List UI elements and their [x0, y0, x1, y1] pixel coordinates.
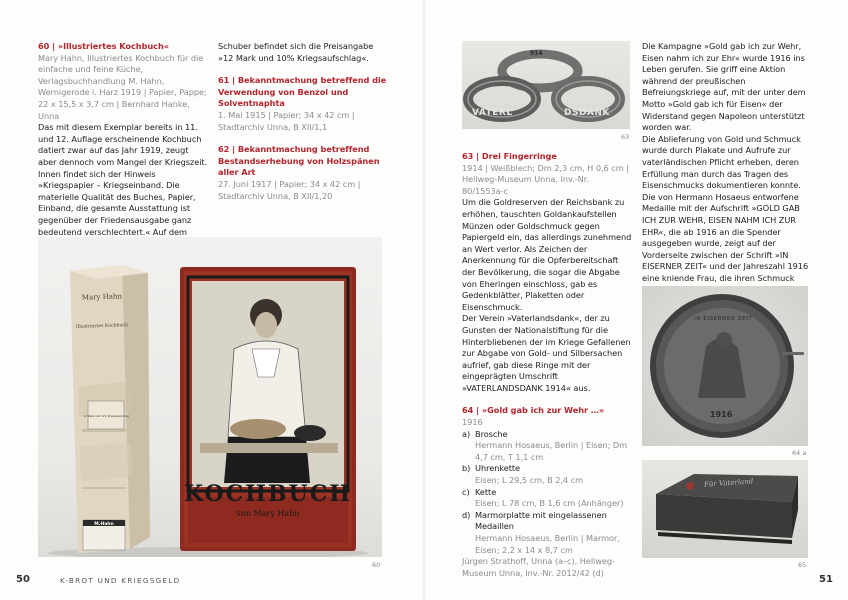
- entry-64-year: 1916: [462, 417, 483, 428]
- item-label: c): [462, 486, 470, 497]
- list-item: [462, 429, 632, 464]
- entry-64-text-1: Die Kampagne »Gold gab ich zur Wehr, Eisen nahm ich zur Ehr« wurde 1916 ins Leben gerufen. Sie griff eine Aktion während der preußischen Befreiungskriege auf, mit der unter dem Motto »Gold gab ich für Eisen« der Widerstand gegen Napoleon unterstützt worden war.: [642, 41, 806, 133]
- right-column-1: [462, 151, 632, 579]
- left-column-1: [38, 41, 208, 238]
- entry-62-heading: 62 | Bekanntmachung betreffend Bestandserhebung von Holzspänen aller Art: [218, 144, 380, 178]
- slipcase-title: Illustriertes Kochbuch: [75, 323, 129, 330]
- entry-61-meta: 1. Mai 1915 | Papier; 34 x 42 cm | Stadtarchiv Unna, B XII/1,1: [218, 109, 355, 132]
- entry-64-text-2: Die Ablieferung von Gold und Schmuck wurde durch Plakate und Aufrufe zur vaterländischen Pflicht erheben, deren Erfüllung man durch das Tragen des Eisenschmucks dokumentieren konnte. Die von Hermann Hosaeus entworfene Medaille mit der Aufschrift »GOLD GAB ICH ZUR WEHR, EISEN NAHM ICH ZUR EHR«, die ab 1916 an die Spender ausgegeben wurde, zeigt auf der Vorderseite zwischen der Schrift »IN EISERNER ZEIT« und der Jahreszahl 1916 eine kniende Frau, die ihren Schmuck: [642, 133, 809, 283]
- slipcase-publisher: M.Hahn: [94, 522, 114, 527]
- entry-60-text-2: Innen findet sich der Hinweis »Kriegspapier – Kriegseinband. Die materielle Qualität des Buches, Papier, Einband, die gesamte Ausstattung ist gegenüber der Friedensausgabe ganz bedeutend verschlechtert.« Auf dem: [38, 168, 196, 237]
- entry-60-meta: Mary Hahn, Illustriertes Kochbuch für die einfache und feine Küche, Verlagsbuchhandlung M. Hahn, Wernigerode i. Harz 1919 | Papier, Pappe; 22 x 15,5 x 3,7 cm | Bernhard Hanke, Unna: [38, 52, 207, 121]
- item-label: b): [462, 463, 471, 474]
- item-name: Kette: [475, 486, 497, 497]
- item-label: a): [462, 428, 471, 439]
- entry-60-heading: 60 | »Illustriertes Kochbuch«: [38, 41, 169, 51]
- entry-60-text-3: Schuber befindet sich die Preisangabe »12 Mark und 10% Kriegsaufschlag«.: [218, 41, 374, 63]
- entry-63-heading: 63 | Drei Fingerringe: [462, 151, 557, 161]
- entry-63-text-2: Der Verein »Vaterlandsdank«, der zu Gunsten der Nationalstiftung für die Hinterbliebenen der im Kriege Gefallenen zur Abgabe von Gold- und Silbersachen aufrief, gab diese Ringe mit der eingeprägten Umschrift »VATERLANDSDANK 1914« aus.: [462, 313, 631, 393]
- photo-rings: [462, 41, 630, 129]
- ring-right-text: DSDANK: [564, 108, 610, 118]
- entry-61-heading: 61 | Bekanntmachung betreffend die Verwendung von Benzol und Solventnaphta: [218, 75, 387, 109]
- entry-64-credit: Jürgen Strathoff, Unna (a–c), Hellweg-Museum Unna, Inv.-Nr. 2012/42 (d): [462, 556, 615, 578]
- page-gutter: [423, 0, 425, 600]
- caption-63: 63: [621, 133, 630, 141]
- slipcase-price: 12 Mark und 10% Kriegsaufschlag: [83, 415, 129, 418]
- entry-63-meta: 1914 | Weißblech; Dm 2,3 cm, H 0,6 cm | Hellweg-Museum Unna, Inv.-Nr. 80/1553a-c: [462, 162, 629, 196]
- photo-cookbook: [38, 237, 382, 557]
- book-title: Kochbuch: [183, 481, 353, 507]
- running-head: K-BROT UND KRIEGSGELD: [60, 576, 181, 585]
- item-label: d): [462, 509, 471, 520]
- entry-62-meta: 27. Juni 1917 | Papier; 34 x 42 cm | Stadtarchiv Unna, B XII/1,20: [218, 178, 361, 201]
- ring-back-text: 914: [530, 50, 543, 57]
- medal-illustration: [642, 286, 808, 446]
- list-item: [462, 510, 632, 556]
- iron-box-illustration: [642, 460, 808, 558]
- caption-64a: 64 a: [792, 449, 807, 457]
- right-column-2: [642, 41, 814, 296]
- medal-year: 1916: [710, 410, 733, 419]
- entry-60-text-1: Das mit diesem Exemplar bereits in 11. und 12. Auflage erscheinende Kochbuch datiert zwar auf das Jahr 1919, zeugt aber dennoch vom Mangel der Kriegszeit.: [38, 122, 208, 167]
- book-author: von Mary Hahn: [236, 509, 300, 518]
- slipcase: [70, 265, 150, 553]
- page-number-left: 50: [16, 574, 30, 585]
- item-name: Brosche: [475, 428, 508, 439]
- photo-medal: [642, 286, 808, 446]
- medal-legend: IN EISERNER ZEIT: [694, 316, 753, 322]
- box-lid-text: Für Vaterland: [703, 477, 754, 489]
- item-name: Marmorplatte mit eingelassenen Medaillen: [475, 509, 607, 532]
- item-meta: Hermann Hosaeus, Berlin | Eisen; Dm 4,7 cm, T 1,1 cm: [475, 440, 628, 462]
- list-item: [462, 463, 632, 486]
- item-meta: Eisen; L 78 cm, B 1,6 cm (Anhänger): [475, 498, 624, 509]
- item-meta: Hermann Hosaeus, Berlin | Marmor, Eisen; 2,2 x 14 x 8,7 cm: [475, 533, 620, 555]
- entry-64-item-list: [462, 429, 632, 557]
- photo-iron-box: [642, 460, 808, 558]
- caption-65: 65: [798, 561, 807, 569]
- item-name: Uhrenkette: [475, 463, 521, 474]
- list-item: [462, 487, 632, 510]
- left-column-2: [218, 41, 388, 202]
- cookbook-illustration: [38, 237, 382, 557]
- entry-63-text-1: Um die Goldreserven der Reichsbank zu erhöhen, tauschten Goldankaufstellen Münzen oder Goldschmuck gegen Papiergeld ein, das allerdings zunehmend an Wert verlor. Als Zeichen der Anerkennung für die Opferbereitschaft der Bevölkerung, die sogar die Abgabe von Eheringen einschloss, gab es Gedenkblätter, Plaketten oder Eisenschmuck.: [462, 197, 632, 312]
- item-meta: Eisen; L 29,5 cm, B 2,4 cm: [475, 475, 584, 486]
- ring-left-text: VATERL: [472, 108, 513, 118]
- entry-64-heading: 64 | »Gold gab ich zur Wehr …«: [462, 405, 605, 416]
- book-label: Illustriertes: [241, 468, 295, 478]
- slipcase-author: Mary Hahn: [81, 292, 123, 302]
- page-number-right: 51: [819, 574, 833, 585]
- caption-60: 60: [372, 561, 381, 569]
